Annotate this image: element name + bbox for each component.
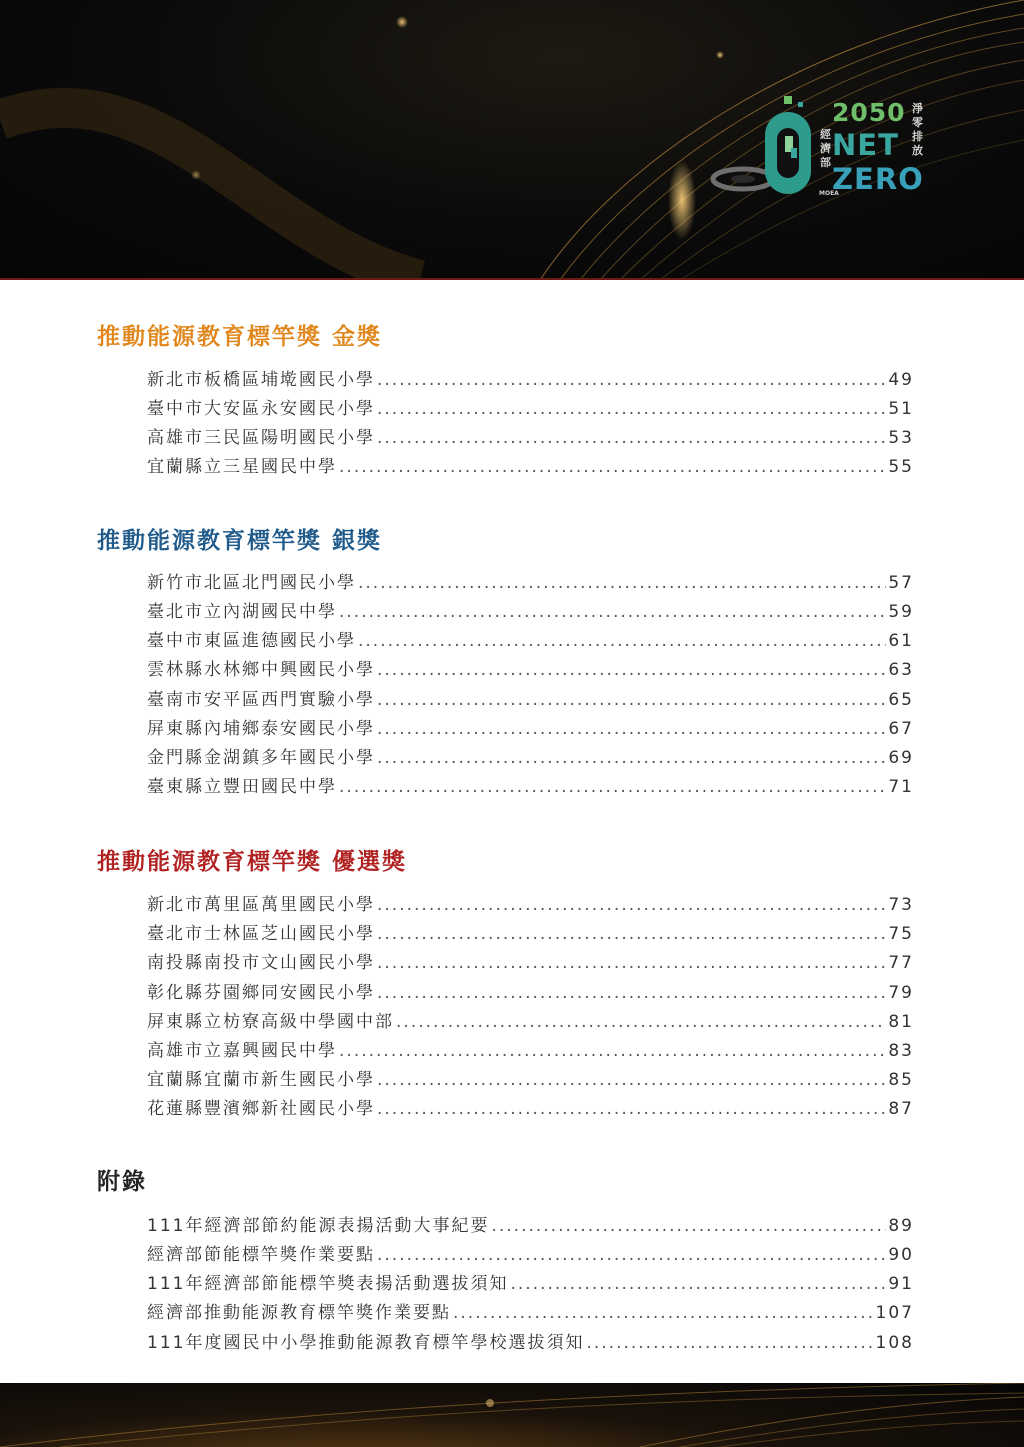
toc-page: 55 <box>888 457 914 477</box>
toc-entry[interactable] <box>147 1094 914 1118</box>
toc-leader <box>453 1303 874 1323</box>
toc-entry[interactable] <box>147 655 914 679</box>
toc-entry[interactable] <box>147 1269 914 1293</box>
toc-leader <box>358 573 886 593</box>
net-zero-logo <box>708 92 938 202</box>
toc-page: 69 <box>888 748 914 768</box>
toc-page: 67 <box>888 719 914 739</box>
toc-entry-name: 新北市板橋區埔墘國民小學 <box>147 370 375 390</box>
toc-entry-name: 高雄市三民區陽明國民小學 <box>147 428 375 448</box>
toc-entry[interactable] <box>147 1240 914 1264</box>
toc-page: 49 <box>888 370 914 390</box>
toc-page: 85 <box>888 1070 914 1090</box>
section-title-merit: 推動能源教育標竿獎 優選獎 <box>97 849 408 875</box>
toc-page: 90 <box>888 1245 914 1265</box>
toc-entry-name: 彰化縣芬園鄉同安國民小學 <box>147 983 375 1003</box>
logo-ministry: 經濟部 <box>820 128 831 169</box>
toc-page: 87 <box>888 1099 914 1119</box>
toc-entry-name: 111年經濟部節能標竿獎表揚活動選拔須知 <box>147 1274 509 1294</box>
toc-leader <box>377 748 886 768</box>
toc-page: 83 <box>888 1041 914 1061</box>
toc-entry[interactable] <box>147 1298 914 1322</box>
toc-entry[interactable] <box>147 890 914 914</box>
toc-page: 73 <box>888 895 914 915</box>
toc-page: 53 <box>888 428 914 448</box>
toc-entry-name: 高雄市立嘉興國民中學 <box>147 1041 337 1061</box>
toc-leader <box>339 1041 886 1061</box>
toc-entry[interactable] <box>147 948 914 972</box>
section-title-appendix: 附錄 <box>97 1169 147 1195</box>
toc-leader <box>377 895 886 915</box>
section-title-gold: 推動能源教育標竿獎 金獎 <box>97 324 383 350</box>
section-title-silver: 推動能源教育標竿獎 銀獎 <box>97 528 383 554</box>
toc-page: 79 <box>888 983 914 1003</box>
toc-entry-name: 臺東縣立豐田國民中學 <box>147 777 337 797</box>
toc-entry-name: 臺北市立內湖國民中學 <box>147 602 337 622</box>
logo-zero: ZERO <box>832 162 924 196</box>
toc-leader <box>339 602 886 622</box>
toc-entry[interactable] <box>147 685 914 709</box>
toc-leader <box>377 690 886 710</box>
toc-entry-name: 花蓮縣豐濱鄉新社國民小學 <box>147 1099 375 1119</box>
toc-entry[interactable] <box>147 714 914 738</box>
toc-leader <box>377 660 886 680</box>
toc-entry-name: 經濟部節能標竿獎作業要點 <box>147 1245 375 1265</box>
toc-entry-name: 雲林縣水林鄉中興國民小學 <box>147 660 375 680</box>
toc-entry-name: 經濟部推動能源教育標竿獎作業要點 <box>147 1303 451 1323</box>
toc-entry-name: 屏東縣立枋寮高級中學國中部 <box>147 1012 394 1032</box>
header-divider <box>0 278 1024 280</box>
toc-page: 59 <box>888 602 914 622</box>
toc-leader <box>339 457 886 477</box>
toc-entry-name: 111年經濟部節約能源表揚活動大事紀要 <box>147 1216 490 1236</box>
toc-page: 71 <box>888 777 914 797</box>
toc-leader <box>377 428 886 448</box>
toc-page: 51 <box>888 399 914 419</box>
toc-page: 89 <box>888 1216 914 1236</box>
logo-ministry-en: MOEA <box>819 190 839 197</box>
toc-entry-name: 屏東縣內埔鄉泰安國民小學 <box>147 719 375 739</box>
toc-entry[interactable] <box>147 1211 914 1235</box>
toc-entry-name: 臺南市安平區西門實驗小學 <box>147 690 375 710</box>
header-banner <box>0 0 1024 280</box>
toc-page: 63 <box>888 660 914 680</box>
toc-leader <box>377 924 886 944</box>
toc-page: 61 <box>888 631 914 651</box>
toc-entry[interactable] <box>147 1007 914 1031</box>
toc-page: 81 <box>888 1012 914 1032</box>
logo-year: 2050 <box>832 98 906 127</box>
logo-slogan: 淨零排放 <box>912 102 923 157</box>
toc-page: 108 <box>875 1333 914 1353</box>
toc-entry[interactable] <box>147 452 914 476</box>
toc-entry-name: 臺北市士林區芝山國民小學 <box>147 924 375 944</box>
toc-page: 107 <box>875 1303 914 1323</box>
toc-entry[interactable] <box>147 626 914 650</box>
toc-page: 65 <box>888 690 914 710</box>
toc-entry[interactable] <box>147 568 914 592</box>
toc-leader <box>377 983 886 1003</box>
toc-entry-name: 新北市萬里區萬里國民小學 <box>147 895 375 915</box>
logo-net: NET <box>832 128 899 162</box>
footer-decoration <box>0 1383 1024 1447</box>
toc-entry[interactable] <box>147 597 914 621</box>
toc-entry[interactable] <box>147 394 914 418</box>
toc-page: 91 <box>888 1274 914 1294</box>
toc-page: 77 <box>888 953 914 973</box>
toc-leader <box>377 399 886 419</box>
toc-entry[interactable] <box>147 919 914 943</box>
toc-leader <box>396 1012 886 1032</box>
toc-entry[interactable] <box>147 423 914 447</box>
toc-entry[interactable] <box>147 978 914 1002</box>
toc-entry-name: 宜蘭縣立三星國民中學 <box>147 457 337 477</box>
toc-leader <box>377 370 886 390</box>
toc-leader <box>339 777 886 797</box>
toc-page: 75 <box>888 924 914 944</box>
toc-entry-name: 南投縣南投市文山國民小學 <box>147 953 375 973</box>
toc-entry-name: 新竹市北區北門國民小學 <box>147 573 356 593</box>
toc-leader <box>377 719 886 739</box>
toc-leader <box>358 631 886 651</box>
toc-entry[interactable] <box>147 1036 914 1060</box>
net-zero-emblem-icon <box>708 92 828 202</box>
toc-entry[interactable] <box>147 743 914 767</box>
toc-page: 57 <box>888 573 914 593</box>
toc-entry-name: 宜蘭縣宜蘭市新生國民小學 <box>147 1070 375 1090</box>
toc-leader <box>491 1216 886 1236</box>
toc-entry[interactable] <box>147 1065 914 1089</box>
toc-entry-name: 臺中市大安區永安國民小學 <box>147 399 375 419</box>
toc-entry-name: 111年度國民中小學推動能源教育標竿學校選拔須知 <box>147 1333 585 1353</box>
toc-leader <box>510 1274 886 1294</box>
toc-leader <box>377 1245 886 1265</box>
toc-entry[interactable] <box>147 1328 914 1352</box>
footer-banner <box>0 1383 1024 1447</box>
toc-entry-name: 金門縣金湖鎮多年國民小學 <box>147 748 375 768</box>
toc-leader <box>377 1099 886 1119</box>
toc-leader <box>377 953 886 973</box>
toc-entry[interactable] <box>147 772 914 796</box>
toc-leader <box>586 1333 873 1353</box>
toc-leader <box>377 1070 886 1090</box>
toc-entry-name: 臺中市東區進德國民小學 <box>147 631 356 651</box>
toc-entry[interactable] <box>147 365 914 389</box>
